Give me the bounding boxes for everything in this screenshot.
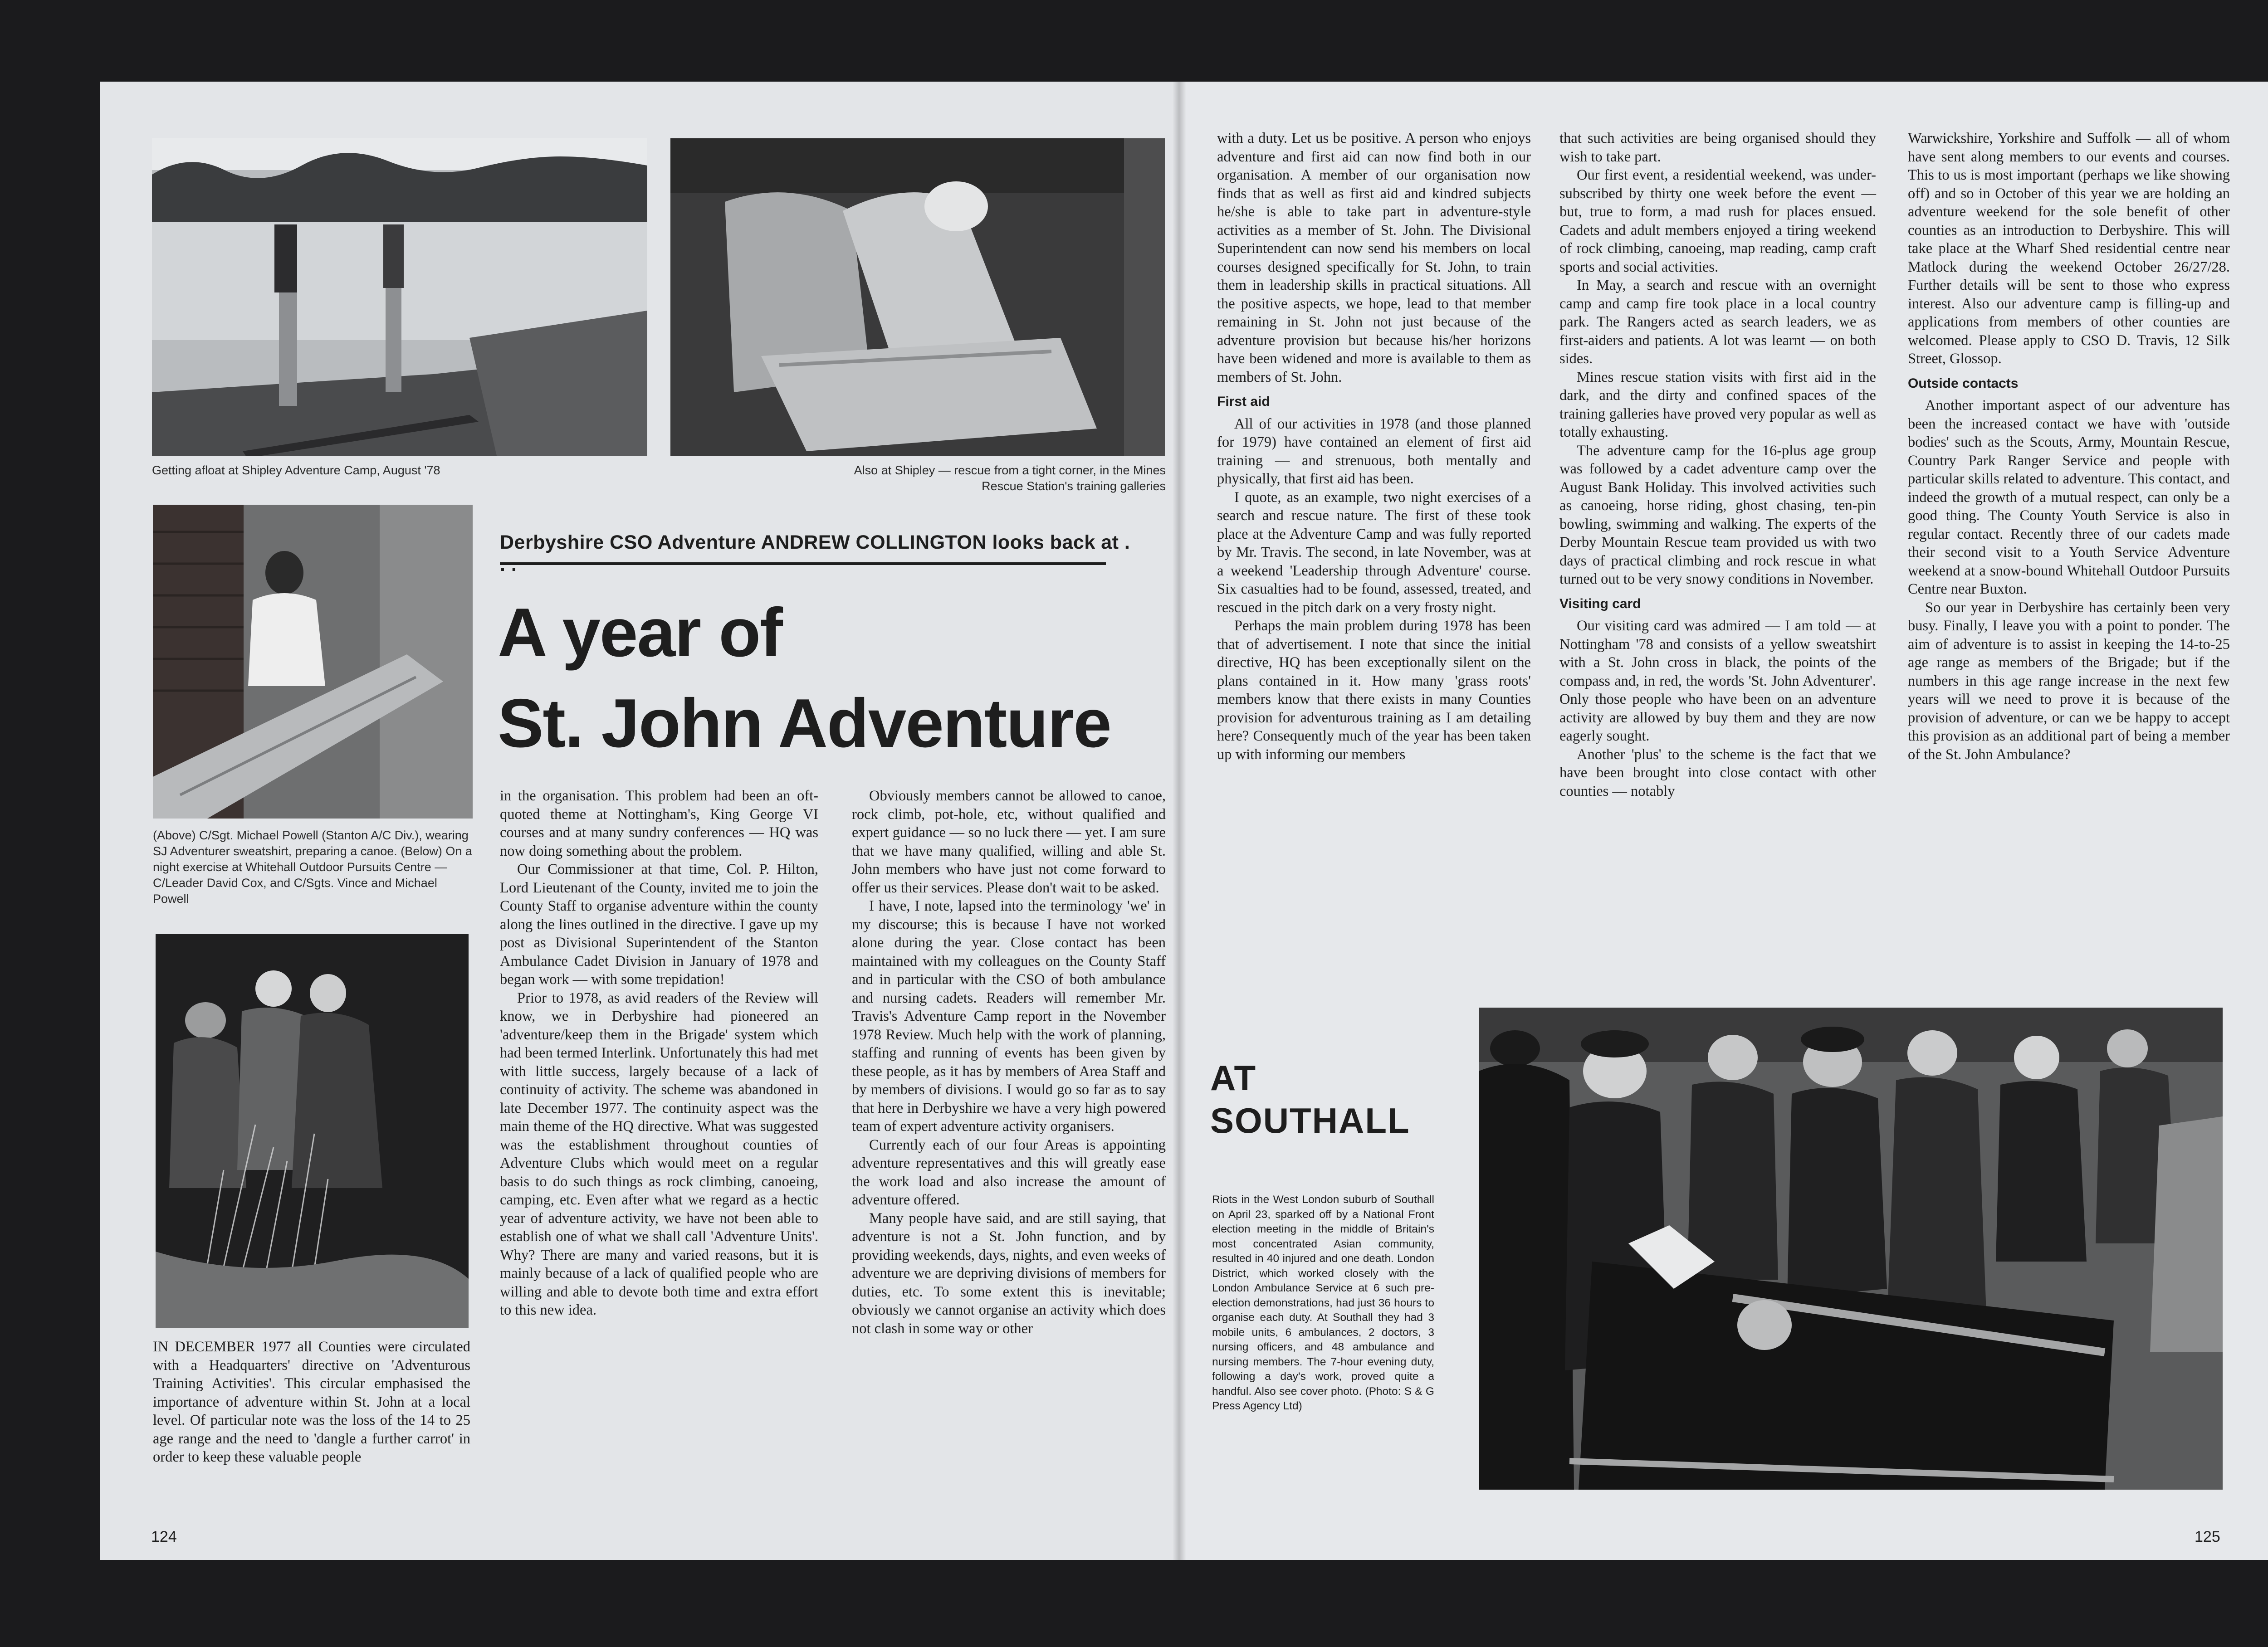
- paragraph: Perhaps the main problem during 1978 has been that of advertisement. I note that since the initial directive, HQ has been exceptionally silent on the plans contained in it. How many 'grass roots' members know that there exists in many Counties provision for adventurous training as I am detailing here? Consequently much of the year has been taken up with informing our members: [1217, 618, 1531, 763]
- southall-title-line-2: SOUTHALL: [1210, 1101, 1410, 1140]
- paragraph: Our first event, a residential weekend, was under-subscribed by thirty one week before the event — but, true to form, a mad rush for places ensued. Cadets and adult members enjoyed a tiring weekend of rock climbing, canoeing, map reading, camp craft sports and social activities.: [1559, 167, 1876, 275]
- subheading-outside-contacts: Outside contacts: [1908, 375, 2019, 391]
- caption-canoe-and-night: (Above) C/Sgt. Michael Powell (Stanton A/C Div.), wearing SJ Adventurer sweatshirt, preparing a canoe. (Below) On a night exercise at Whitehall Outdoor Pursuits Centre — C/Leader David Cox, and C/Sgts. Vince and Michael Powell: [153, 828, 472, 906]
- page-number-left: 124: [151, 1528, 177, 1545]
- paragraph: Our Commissioner at that time, Col. P. Hilton, Lord Lieutenant of the County, invited me to join the County Staff to organise adventure within the county along the lines outlined in the directive. I gave up my post as Divisional Superintendent of the Stanton Ambulance Cadet Division in January of 1978 and began work — with some trepidation!: [500, 861, 818, 988]
- caption-canoe-lake: Getting afloat at Shipley Adventure Camp, August '78: [152, 463, 440, 477]
- paragraph: All of our activities in 1978 (and those planned for 1979) have contained an element of first aid training — and strenuous, both mentally and physically, that first aid has been.: [1217, 415, 1531, 487]
- paragraph: with a duty. Let us be positive. A person who enjoys adventure and first aid can now find both in our organisation. A member of our organisation now finds that as well as first aid and kindred subjects he/she is able to take part in adventure-style activities as a member of St. John. The Divisional Superintendent can now send his members on local courses designed specifically for St. John, to train them in leadership skills in practical situations. All the positive aspects, we hope, lead to that member remaining in St. John not just because of the adventure provision but because his/her horizons have been widened and more is available to them as members of St. John.: [1217, 130, 1531, 385]
- caption-gallery-rescue: Also at Shipley — rescue from a tight corner, in the Mines Rescue Station's training galleries: [854, 463, 1166, 493]
- photo-southall-riot: [1479, 1008, 2223, 1490]
- paragraph: In May, a search and rescue with an overnight camp and camp fire took place in a local country park. The Rangers acted as search leaders, we as first-aiders and patients. A lot was learnt — on both sides.: [1559, 277, 1876, 367]
- photo-night-exercise: [156, 934, 469, 1328]
- paragraph: Another 'plus' to the scheme is the fact that we have been brought into close contact with other counties — notably: [1559, 746, 1876, 799]
- photo-gallery-rescue: [670, 138, 1165, 456]
- paragraph: in the organisation. This problem had been an oft-quoted theme at Nottingham's, King George VI courses and at many sundry conferences — HQ was now doing something about the problem.: [500, 788, 818, 859]
- intro-column: [153, 1338, 470, 1467]
- subheading-visiting-card: Visiting card: [1559, 596, 1641, 611]
- page-number-right: 125: [2195, 1528, 2220, 1545]
- paragraph: Our visiting card was admired — I am told — at Nottingham '78 and consists of a yellow sweatshirt with a St. John cross in black, the points of the compass and, in red, the words 'St. John Adventurer'. Only those people who have been on an adventure activity are allowed by buy them and they are now eagerly sought.: [1559, 618, 1876, 744]
- paragraph: The adventure camp for the 16-plus age group was followed by a cadet adventure camp over the August Bank Holiday. This involved activities such as canoeing, horse riding, ghost chasing, ten-pin bowling, swimming and walking. The experts of the Derby Mountain Rescue team provided us with two days of practical climbing and rock rescue in what turned out to be very snowy conditions in November.: [1559, 442, 1876, 587]
- subheading-first-aid: First aid: [1217, 394, 1270, 409]
- paragraph: Prior to 1978, as avid readers of the Review will know, we in Derbyshire had pioneered an 'adventure/keep them in the Brigade' system which had been termed Interlink. Unfortunately this had met with little success, largely because of a lack of continuity of activity. The scheme was abandoned in late December 1977. The continuity aspect was the main theme of the HQ directive. What was suggested was the establishment throughout counties of Adventure Clubs which would meet on a regular basis to do such things as rock climbing, canoeing, camping, etc. Even after what we regard as a hectic year of adventure activity, we have not been able to establish one of what we shall call 'Adventure Units'. Why? There are many and varied reasons, but it is mainly because of a lack of qualified people who are willing and able to devote both time and extra effort to this new idea.: [500, 989, 818, 1318]
- southall-title: [1210, 1057, 1464, 1142]
- headline-line-2: St. John Adventure: [498, 685, 1111, 762]
- left-column-3: [852, 787, 1166, 1338]
- paragraph: I quote, as an example, two night exercises of a search and rescue nature. The first of these took place at the Adventure Camp and was fully reported by Mr. Travis. The second, in late November, was at a weekend 'Leadership through Adventure' course. Six casualties had to be found, assessed, treated, and rescued in the pitch dark on a very frosty night.: [1217, 489, 1531, 616]
- paragraph: Another important aspect of our adventure has been the increased contact we have with 'outside bodies' such as the Scouts, Army, Mountain Rescue, Country Park Ranger Service and people with particular skills related to adventure. This contact, and indeed the growth of a mutual respect, can only be a good thing. The County Youth Service is also in regular contact. Recently three of our cadets made their second visit to a Youth Service Adventure weekend at a snow-bound Whitehall Outdoor Pursuits Centre near Buxton.: [1908, 397, 2230, 597]
- paragraph: Obviously members cannot be allowed to canoe, rock climb, pot-hole, etc, without qualified and expert guidance — so no luck there — yet. I am sure that we have many qualified, willing and able St. John members who have just not come forward to offer us their services. Please don't wait to be asked.: [852, 788, 1166, 896]
- paragraph: I have, I note, lapsed into the terminology 'we' in my discourse; this is because I have not worked alone during the year. Close contact has been maintained with my colleagues on the County Staff and in particular with the CSO of both ambulance and nursing cadets. Readers will remember Mr. Travis's Adventure Camp report in the November 1978 Review. Much help with the work of planning, staffing and running of events has been given by these people, as it has by members of Area Staff and by members of divisions. I would go so far as to say that here in Derbyshire we have a very high powered team of expert adventure activity organisers.: [852, 898, 1166, 1135]
- intro-paragraph: IN DECEMBER 1977 all Counties were circulated with a Headquarters' directive on 'Adventurous Training Activities'. This circular emphasised the importance of adventure within St. John at a local level. Of particular note was the loss of the 14 to 25 age range and the need to 'dangle a further carrot' in order to keep these valuable people: [153, 1339, 470, 1465]
- article-kicker: Derbyshire CSO Adventure ANDREW COLLINGTON looks back at .: [500, 531, 1130, 553]
- kicker-rule: [500, 562, 1106, 565]
- right-column-1: [1217, 129, 1531, 764]
- southall-caption: Riots in the West London suburb of Southall on April 23, sparked off by a National Front election meeting in the middle of Britain's most concentrated Asian community, resulted in 40 injured and one death. London District, which worked closely with the London Ambulance Service at 6 such pre-election demonstrations, had just 36 hours to organise each duty. At Southall they had 3 mobile units, 6 ambulances, 2 doctors, 3 nursing officers, and 48 ambulance and nursing members. The 7-hour evening duty, following a day's work, proved quite a handful. Also see cover photo. (Photo: S & G Press Agency Ltd): [1212, 1194, 1434, 1412]
- photo-canoe-lake: [152, 138, 647, 456]
- paragraph: Warwickshire, Yorkshire and Suffolk — all of whom have sent along members to our events and courses. This to us is most important (perhaps we like showing off) and so in October of this year we are holding an adventure weekend for the sole benefit of other counties as an introduction to Derbyshire. This will take place at the Wharf Shed residential centre near Matlock during the weekend October 26/27/28. Further details will be sent to those who express interest. Also our adventure camp is filling-up and applications from members of other counties are welcomed. Please apply to CSO D. Travis, 12 Silk Street, Glossop.: [1908, 130, 2230, 367]
- southall-title-line-1: AT: [1210, 1058, 1257, 1098]
- right-column-3: [1908, 129, 2230, 764]
- photo-canoe-preparation: [153, 505, 473, 819]
- headline-line-1: A year of: [498, 594, 782, 671]
- left-column-2: [500, 787, 818, 1320]
- paragraph: Currently each of our four Areas is appointing adventure representatives and this will greatly ease the work load and also increase the amount of adventure offered.: [852, 1136, 1166, 1208]
- page-gutter: [1173, 82, 1186, 1560]
- headline: [498, 587, 1169, 769]
- paragraph: Many people have said, and are still saying, that adventure is not a St. John function, and by providing weekends, days, nights, and even weeks of adventure we are depriving divisions of members for duties, etc. To some extent this is inevitable; obviously we cannot organise an activity which does not clash in some way or other: [852, 1210, 1166, 1337]
- paragraph: So our year in Derbyshire has certainly been very busy. Finally, I leave you with a point to ponder. The aim of adventure is to assist in keeping the 14-to-25 age range as members of the Brigade; but if the numbers in this age range increase in the next few years will we need to prove it is because of the provision of adventure, or can we be happy to accept this provision as an additional part of being a member of the St. John Ambulance?: [1908, 599, 2230, 763]
- right-column-2: [1559, 129, 1876, 800]
- paragraph: that such activities are being organised should they wish to take part.: [1559, 130, 1876, 165]
- paragraph: Mines rescue station visits with first aid in the dark, and the dirty and confined spaces of the training galleries have proved very popular as well as totally exhausting.: [1559, 369, 1876, 440]
